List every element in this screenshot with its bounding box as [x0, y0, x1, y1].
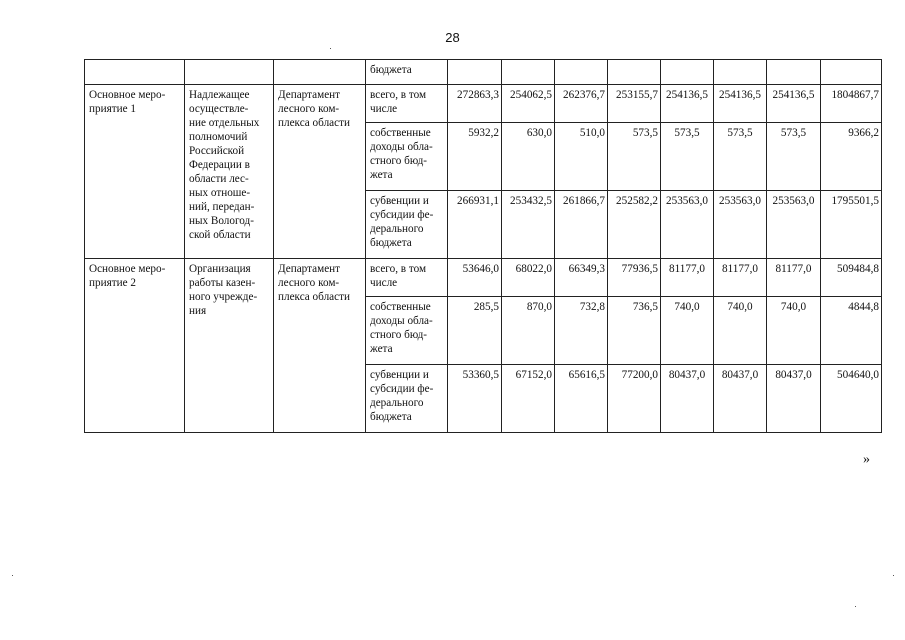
cell-source-continuation: бюджета: [366, 60, 448, 85]
cell-total-value: 9366,2: [821, 123, 882, 191]
cell-year-value: 68022,0: [502, 259, 555, 297]
cell-empty: [502, 60, 555, 85]
cell-empty: [185, 60, 274, 85]
cell-description: [185, 85, 274, 259]
cell-executor: [274, 259, 366, 433]
table-row: [85, 85, 882, 123]
scan-speck: [330, 48, 331, 49]
cell-year-value: 253563,0: [767, 191, 821, 259]
description-line: полномочий: [189, 131, 248, 143]
cell-year-value: 81177,0: [661, 259, 714, 297]
cell-year-value: 80437,0: [767, 365, 821, 433]
cell-total-value: 4844,8: [821, 297, 882, 365]
cell-year-value: 573,5: [767, 123, 821, 191]
cell-description: [185, 259, 274, 433]
cell-year-value: 253432,5: [502, 191, 555, 259]
cell-year-value: 510,0: [555, 123, 608, 191]
funding-source-line: доходы обла-: [370, 141, 433, 153]
cell-year-value: 254136,5: [661, 85, 714, 123]
closing-quote-mark: »: [863, 452, 870, 467]
cell-year-value: 80437,0: [714, 365, 767, 433]
cell-funding-source: [366, 123, 448, 191]
executor-line: лесного ком-: [278, 277, 340, 289]
description-line: работы казен-: [189, 277, 256, 289]
cell-executor: [274, 85, 366, 259]
cell-year-value: 81177,0: [767, 259, 821, 297]
cell-total-value: 1804867,7: [821, 85, 882, 123]
description-line: осуществле-: [189, 103, 249, 115]
cell-year-value: 262376,7: [555, 85, 608, 123]
cell-empty: [274, 60, 366, 85]
cell-year-value: 253155,7: [608, 85, 661, 123]
description-line: ных Вологод-: [189, 215, 254, 227]
cell-year-value: 870,0: [502, 297, 555, 365]
cell-year-value: 67152,0: [502, 365, 555, 433]
cell-year-value: 573,5: [661, 123, 714, 191]
cell-funding-source: [366, 365, 448, 433]
cell-year-value: 253563,0: [661, 191, 714, 259]
table-row: [85, 259, 882, 297]
funding-source-line: дерального: [370, 397, 424, 409]
funding-source-line: стного бюд-: [370, 329, 428, 341]
cell-event-name: [85, 259, 185, 433]
executor-line: Департамент: [278, 263, 341, 275]
cell-year-value: 66349,3: [555, 259, 608, 297]
funding-source-line: субвенции и: [370, 195, 429, 207]
cell-year-value: 736,5: [608, 297, 661, 365]
cell-year-value: 732,8: [555, 297, 608, 365]
cell-year-value: 740,0: [714, 297, 767, 365]
cell-year-value: 53646,0: [448, 259, 502, 297]
scan-speck: [855, 606, 856, 607]
funding-source-line: числе: [370, 103, 398, 115]
cell-year-value: 252582,2: [608, 191, 661, 259]
description-line: области лес-: [189, 173, 249, 185]
cell-year-value: 272863,3: [448, 85, 502, 123]
cell-year-value: 254136,5: [767, 85, 821, 123]
funding-source-line: жета: [370, 169, 393, 181]
scan-speck: [893, 575, 894, 576]
cell-year-value: 261866,7: [555, 191, 608, 259]
cell-empty: [448, 60, 502, 85]
executor-line: Департамент: [278, 89, 341, 101]
description-line: ных отноше-: [189, 187, 251, 199]
cell-year-value: 573,5: [714, 123, 767, 191]
cell-year-value: 53360,5: [448, 365, 502, 433]
page-number: 28: [445, 30, 460, 45]
cell-total-value: 1795501,5: [821, 191, 882, 259]
cell-year-value: 77200,0: [608, 365, 661, 433]
executor-line: плекса области: [278, 117, 350, 129]
executor-line: плекса области: [278, 291, 350, 303]
funding-source-line: собственные: [370, 301, 431, 313]
cell-year-value: 285,5: [448, 297, 502, 365]
cell-empty: [85, 60, 185, 85]
funding-source-line: бюджета: [370, 411, 412, 423]
cell-year-value: 5932,2: [448, 123, 502, 191]
cell-empty: [555, 60, 608, 85]
executor-line: лесного ком-: [278, 103, 340, 115]
event-name-line: приятие 1: [89, 103, 136, 115]
cell-year-value: 77936,5: [608, 259, 661, 297]
event-name-line: Основное меро-: [89, 89, 166, 101]
cell-total-value: 504640,0: [821, 365, 882, 433]
description-line: ние отдельных: [189, 117, 260, 129]
event-name-line: Основное меро-: [89, 263, 166, 275]
funding-source-line: всего, в том: [370, 263, 427, 275]
description-line: ской области: [189, 229, 251, 241]
description-line: ного учрежде-: [189, 291, 258, 303]
cell-funding-source: [366, 85, 448, 123]
cell-empty: [821, 60, 882, 85]
description-line: ний, передан-: [189, 201, 255, 213]
cell-empty: [661, 60, 714, 85]
cell-funding-source: [366, 191, 448, 259]
description-line: Федерации в: [189, 159, 250, 171]
cell-year-value: 630,0: [502, 123, 555, 191]
funding-source-line: стного бюд-: [370, 155, 428, 167]
event-name-line: приятие 2: [89, 277, 136, 289]
cell-year-value: 266931,1: [448, 191, 502, 259]
funding-source-line: дерального: [370, 223, 424, 235]
cell-empty: [714, 60, 767, 85]
cell-year-value: 81177,0: [714, 259, 767, 297]
funding-source-line: всего, в том: [370, 89, 427, 101]
cell-funding-source: [366, 259, 448, 297]
funding-source-line: субсидии фе-: [370, 209, 434, 221]
description-line: Российской: [189, 145, 245, 157]
cell-year-value: 65616,5: [555, 365, 608, 433]
cell-year-value: 80437,0: [661, 365, 714, 433]
budget-table: [84, 59, 882, 433]
cell-year-value: 254062,5: [502, 85, 555, 123]
description-line: ния: [189, 305, 207, 317]
cell-funding-source: [366, 297, 448, 365]
cell-year-value: 253563,0: [714, 191, 767, 259]
funding-source-line: жета: [370, 343, 393, 355]
funding-source-line: собственные: [370, 127, 431, 139]
description-line: Надлежащее: [189, 89, 250, 101]
cell-year-value: 740,0: [767, 297, 821, 365]
table-groups: [85, 85, 882, 433]
funding-source-line: доходы обла-: [370, 315, 433, 327]
cell-event-name: [85, 85, 185, 259]
funding-source-line: субсидии фе-: [370, 383, 434, 395]
cell-year-value: 573,5: [608, 123, 661, 191]
cell-empty: [608, 60, 661, 85]
cell-total-value: 509484,8: [821, 259, 882, 297]
table-row-continuation: [85, 60, 882, 85]
description-line: Организация: [189, 263, 251, 275]
cell-year-value: 740,0: [661, 297, 714, 365]
scan-speck: [12, 575, 13, 576]
funding-source-line: бюджета: [370, 237, 412, 249]
cell-empty: [767, 60, 821, 85]
cell-year-value: 254136,5: [714, 85, 767, 123]
funding-source-line: субвенции и: [370, 369, 429, 381]
funding-source-line: числе: [370, 277, 398, 289]
